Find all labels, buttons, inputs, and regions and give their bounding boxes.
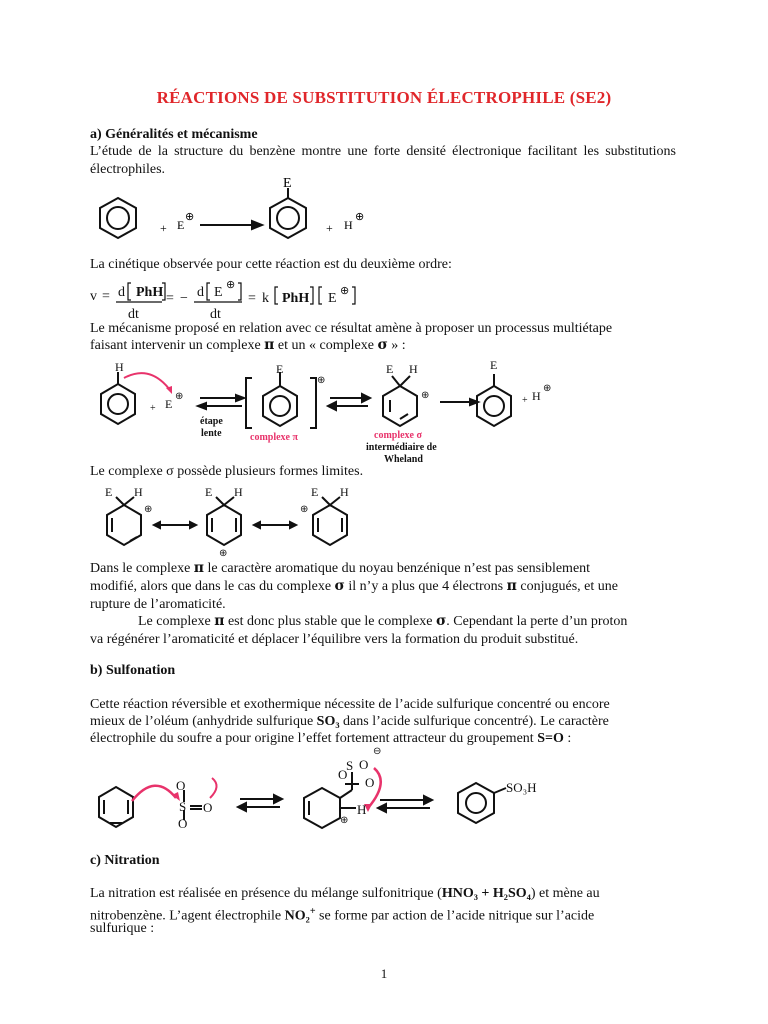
svg-text:SO₃H: SO₃H [506,780,537,795]
svg-text:intermédiaire de: intermédiaire de [366,442,437,453]
nitration-line-1: La nitration est réalisée en présence du mélange sulfonitrique (HNO₃ + H₂SO₄) et mène au [90,886,600,901]
svg-text:+: + [150,403,156,414]
svg-text:E: E [490,358,498,372]
svg-text:E: E [386,362,394,376]
paragraph-2-line-1: Le complexe π est donc plus stable que le complexe σ. Cependant la perte d’un proton [138,613,628,629]
svg-text:⊕: ⊕ [226,279,236,291]
svg-text:O: O [359,757,369,772]
svg-text:complexe π: complexe π [250,432,298,443]
svg-text:⊖: ⊖ [373,746,382,757]
svg-text:−: − [180,291,188,306]
svg-text:H: H [532,389,541,403]
plus-sign: + [160,221,167,235]
sulfonation-line-3: électrophile du soufre a pour origine l’effet fortement attracteur du groupement S=O : [90,731,572,746]
section-b-heading: b) Sulfonation [90,663,176,678]
svg-text:+: + [522,395,528,406]
svg-text:⊕: ⊕ [300,504,309,515]
proton-H: H [344,218,353,232]
page-title: RÉACTIONS DE SUBSTITUTION ÉLECTROPHILE (SE2) [156,88,612,107]
svg-text:⊕: ⊕ [175,391,184,402]
svg-text:⊕: ⊕ [421,390,430,401]
svg-text:⊕: ⊕ [219,548,228,559]
sulfonation-line-2: mieux de l’oléum (anhydride sulfurique SO₃ dans l’acide sulfurique concentré). Le caractère [90,714,609,729]
svg-text:H: H [134,485,143,499]
svg-text:H: H [234,485,243,499]
svg-text:E: E [165,397,173,411]
svg-text:⊕: ⊕ [340,815,349,826]
section-c-heading: c) Nitration [90,853,160,868]
electrophile-E: E [177,218,185,232]
svg-text:=: = [166,291,174,306]
kinetics-text: La cinétique observée pour cette réaction est du deuxième ordre: [90,257,452,272]
svg-text:O: O [338,767,348,782]
plus-sign: + [326,221,333,235]
section-a-heading: a) Généralités et mécanisme [90,127,258,142]
svg-text:d: d [118,285,125,300]
svg-text:k: k [262,291,269,306]
svg-text:dt: dt [210,307,221,322]
svg-text:E: E [105,485,113,499]
section-a-intro: L’étude de la structure du benzène montre une forte densité électronique facilitant les substitutions électrophiles. [90,144,676,177]
svg-text:E: E [328,291,337,306]
svg-text:E: E [205,485,213,499]
svg-text:S: S [179,799,187,814]
svg-text:⊕: ⊕ [340,285,350,297]
svg-text:étape: étape [200,416,223,427]
svg-text:E: E [214,285,223,300]
svg-text:=: = [102,289,110,304]
sulfonation-line-1: Cette réaction réversible et exothermique nécessite de l’acide sulfurique concentré ou encore [90,697,610,712]
mechanism-line-2: faisant intervenir un complexe π et un « complexe σ » : [90,337,406,353]
mechanism-line-1: Le mécanisme proposé en relation avec ce résultat amène à proposer un processus multiétape [90,321,613,336]
svg-text:O: O [176,778,186,793]
substituent-E: E [283,176,292,191]
svg-text:dt: dt [128,307,139,322]
svg-text:⊕: ⊕ [144,504,153,515]
svg-text:=: = [248,291,256,306]
svg-text:Wheland: Wheland [384,454,423,465]
nitration-line-2: nitrobenzène. L’agent électrophile NO₂+ se forme par action de l’acide nitrique sur l’acide [90,906,595,924]
svg-text:O: O [365,775,375,790]
svg-text:complexe σ: complexe σ [374,430,422,441]
svg-text:d: d [197,285,204,300]
svg-text:v: v [90,289,97,304]
svg-text:H: H [409,362,418,376]
paragraph-1-line-1: Dans le complexe π le caractère aromatique du noyau benzénique n’est pas sensiblement [90,560,591,576]
svg-text:H: H [115,360,124,374]
svg-text:E: E [276,362,284,376]
svg-text:PhH: PhH [136,285,164,300]
svg-text:⊕: ⊕ [317,375,326,386]
svg-text:O: O [178,816,188,831]
charge-plus: ⊕ [185,211,195,223]
svg-text:lente: lente [201,428,222,439]
svg-text:O: O [203,800,213,815]
paragraph-1-line-2: modifié, alors que dans le cas du complexe σ il n’y a plus que 4 électrons π conjugués, et une [90,578,618,594]
sigma-forms-text: Le complexe σ possède plusieurs formes limites. [90,464,364,479]
paragraph-1-line-3: rupture de l’aromaticité. [90,597,226,612]
svg-text:⊕: ⊕ [543,383,552,394]
svg-text:S: S [346,758,354,773]
paragraph-2-line-2: va régénérer l’aromaticité et déplacer l’équilibre vers la formation du produit substitué. [90,632,579,647]
page-number: 1 [380,966,388,981]
svg-text:E: E [311,485,319,499]
svg-text:H: H [357,802,367,817]
svg-text:H: H [340,485,349,499]
svg-text:PhH: PhH [282,291,310,306]
charge-plus: ⊕ [355,211,365,223]
nitration-line-3: sulfurique : [90,921,155,936]
